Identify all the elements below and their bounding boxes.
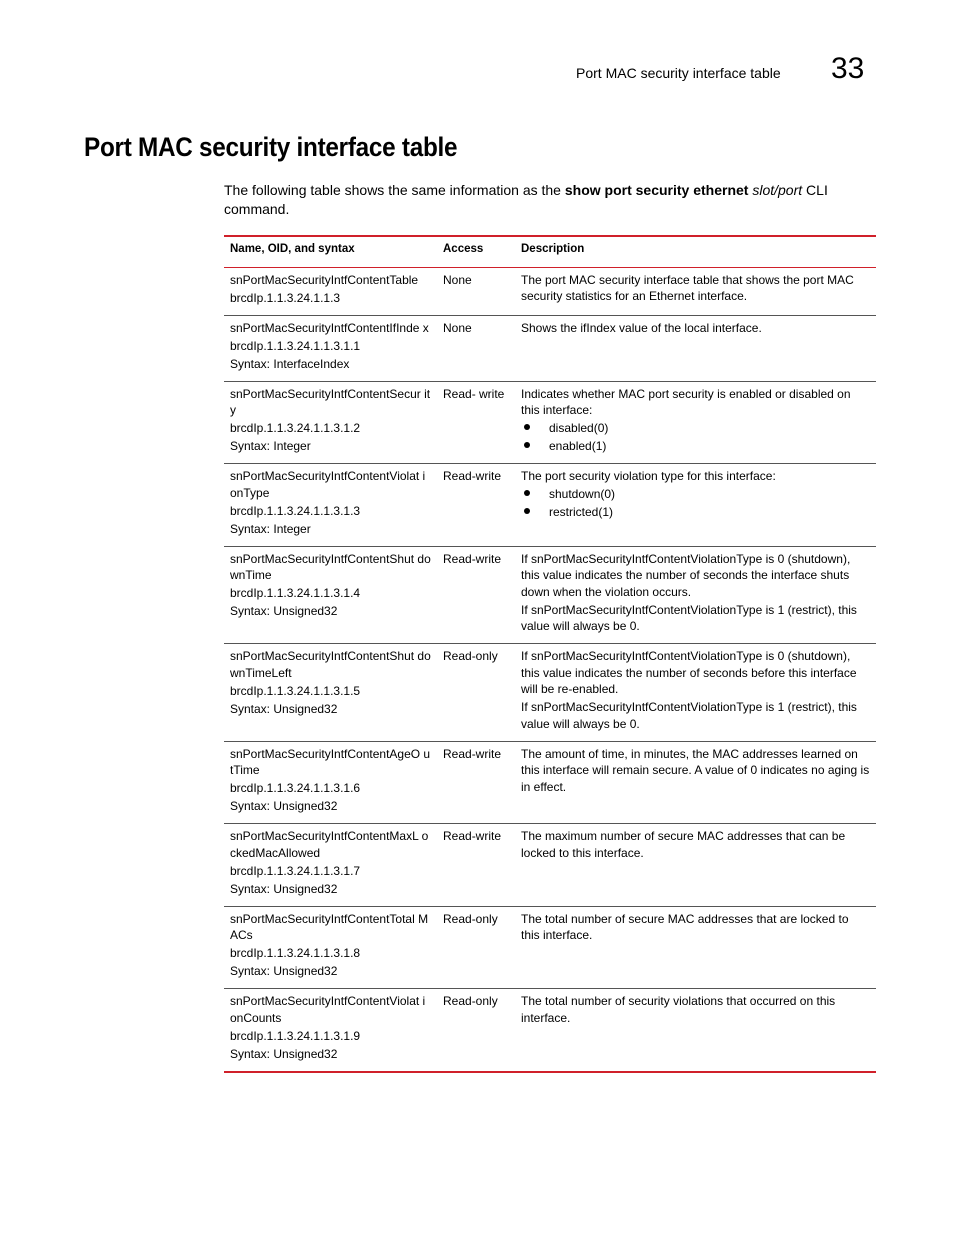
cell-access: None [437, 267, 515, 315]
object-syntax: Syntax: Unsigned32 [230, 881, 338, 896]
cell-name-oid-syntax [224, 464, 437, 547]
description-paragraph: The port security violation type for this interface: [521, 469, 776, 483]
cell-description [515, 381, 876, 464]
description-paragraph: If snPortMacSecurityIntfContentViolationType is 0 (shutdown), this value indicates the number of seconds the interface shuts down when the violation occurs. [521, 551, 851, 599]
object-name: snPortMacSecurityIntfContentShut downTime [230, 551, 431, 582]
table-header-row [224, 236, 876, 267]
value-list-item: shutdown(0) [521, 486, 870, 503]
object-syntax: Syntax: Integer [230, 439, 311, 453]
cell-name-oid-syntax [224, 546, 437, 644]
description-paragraph: The maximum number of secure MAC addresses that can be locked to this interface. [521, 829, 846, 860]
cell-name-oid-syntax [224, 644, 437, 742]
object-name: snPortMacSecurityIntfContentTotal MACs [230, 911, 429, 942]
chapter-number: 33 [831, 52, 865, 85]
object-oid: brcdIp.1.1.3.24.1.1.3.1.5 [230, 683, 361, 698]
object-syntax: Syntax: Unsigned32 [230, 964, 338, 978]
description-paragraph: Indicates whether MAC port security is enabled or disabled on this interface: [521, 386, 851, 417]
object-oid: brcdIp.1.1.3.24.1.1.3.1.4 [230, 586, 361, 600]
object-name: snPortMacSecurityIntfContentShut downTimeLeft [230, 649, 431, 680]
table-row [224, 267, 876, 315]
column-header-access: Access [437, 236, 515, 267]
object-name: snPortMacSecurityIntfContentViolat ionType [230, 469, 426, 500]
object-name: snPortMacSecurityIntfContentAgeO utTime [230, 746, 431, 777]
object-name: snPortMacSecurityIntfContentIfInde x [230, 320, 429, 335]
section-title: Port MAC security interface table [84, 132, 458, 162]
intro-text-end: CLI command. [224, 182, 828, 217]
cell-access: Read- write [437, 381, 515, 464]
object-oid: brcdIp.1.1.3.24.1.1.3.1.3 [230, 503, 361, 518]
cell-access: Read-only [437, 644, 515, 742]
table-row [224, 644, 876, 742]
object-syntax: Syntax: Integer [230, 521, 311, 536]
table-row [224, 989, 876, 1072]
cell-description [515, 741, 876, 824]
intro-paragraph [224, 181, 864, 219]
cell-access: Read-write [437, 546, 515, 644]
object-name: snPortMacSecurityIntfContentTable [230, 272, 419, 287]
value-list [521, 420, 870, 455]
cell-access: Read-write [437, 464, 515, 547]
table-row [224, 464, 876, 547]
table-row [224, 824, 876, 907]
cell-name-oid-syntax [224, 741, 437, 824]
object-oid: brcdIp.1.1.3.24.1.1.3 [230, 290, 341, 305]
description-paragraph: Shows the ifIndex value of the local interface. [521, 320, 762, 335]
object-syntax: Syntax: Unsigned32 [230, 1046, 338, 1061]
cell-access: Read-only [437, 906, 515, 989]
object-name: snPortMacSecurityIntfContentViolat ionCounts [230, 994, 426, 1025]
description-paragraph: The amount of time, in minutes, the MAC addresses learned on this interface will remain secure. A value of 0 indicates no aging is in effect. [521, 746, 870, 794]
table-row [224, 741, 876, 824]
running-header: Port MAC security interface table [576, 65, 781, 81]
cell-access: Read-write [437, 824, 515, 907]
cell-access: None [437, 315, 515, 381]
column-header-name: Name, OID, and syntax [224, 236, 437, 267]
table-row [224, 381, 876, 464]
cell-name-oid-syntax [224, 989, 437, 1072]
description-paragraph: If snPortMacSecurityIntfContentViolationType is 1 (restrict), this value will always be 0. [521, 602, 857, 633]
cell-description [515, 906, 876, 989]
value-list-item: restricted(1) [521, 504, 870, 521]
description-paragraph: If snPortMacSecurityIntfContentViolationType is 0 (shutdown), this value indicates the number of seconds before this interface will be re-enabled. [521, 649, 857, 696]
value-list-item: enabled(1) [521, 438, 870, 455]
intro-text: The following table shows the same information as the [224, 182, 565, 198]
cell-name-oid-syntax [224, 267, 437, 315]
table-row [224, 906, 876, 989]
value-list-item: disabled(0) [521, 420, 870, 437]
cell-description [515, 644, 876, 742]
description-paragraph: The port MAC security interface table that shows the port MAC security statistics for an Ethernet interface. [521, 272, 854, 303]
object-oid: brcdIp.1.1.3.24.1.1.3.1.7 [230, 863, 361, 878]
cell-description [515, 546, 876, 644]
mib-table [224, 235, 876, 1073]
cell-description [515, 824, 876, 907]
table-row [224, 546, 876, 644]
object-syntax: Syntax: Unsigned32 [230, 701, 338, 716]
description-paragraph: The total number of security violations that occurred on this interface. [521, 994, 836, 1025]
cell-description [515, 464, 876, 547]
cell-description [515, 267, 876, 315]
cell-name-oid-syntax [224, 381, 437, 464]
cell-access: Read-only [443, 994, 498, 1008]
table-row [224, 315, 876, 381]
cell-description [515, 989, 876, 1072]
cell-name-oid-syntax [224, 315, 437, 381]
object-oid: brcdIp.1.1.3.24.1.1.3.1.6 [230, 781, 361, 795]
object-oid: brcdIp.1.1.3.24.1.1.3.1.2 [230, 421, 361, 435]
object-syntax: Syntax: InterfaceIndex [230, 356, 350, 371]
object-syntax: Syntax: Unsigned32 [230, 604, 338, 618]
cell-description [515, 315, 876, 381]
column-header-description: Description [515, 236, 876, 267]
cell-name-oid-syntax [224, 906, 437, 989]
cell-access: Read-write [437, 741, 515, 824]
object-oid: brcdIp.1.1.3.24.1.1.3.1.9 [230, 1028, 361, 1043]
table-body [224, 267, 876, 1072]
object-name: snPortMacSecurityIntfContentMaxL ockedMacAllowed [230, 829, 429, 860]
cli-command-args: slot/port [748, 182, 803, 198]
value-list [521, 486, 870, 521]
object-oid: brcdIp.1.1.3.24.1.1.3.1.8 [230, 946, 361, 960]
description-paragraph: The total number of secure MAC addresses that are locked to this interface. [521, 911, 849, 942]
cli-command: show port security ethernet [564, 182, 749, 198]
cell-name-oid-syntax [224, 824, 437, 907]
object-oid: brcdIp.1.1.3.24.1.1.3.1.1 [230, 338, 361, 353]
object-syntax: Syntax: Unsigned32 [230, 799, 338, 813]
description-paragraph: If snPortMacSecurityIntfContentViolationType is 1 (restrict), this value will always be 0. [521, 700, 857, 731]
object-name: snPortMacSecurityIntfContentSecur ity [230, 386, 431, 417]
